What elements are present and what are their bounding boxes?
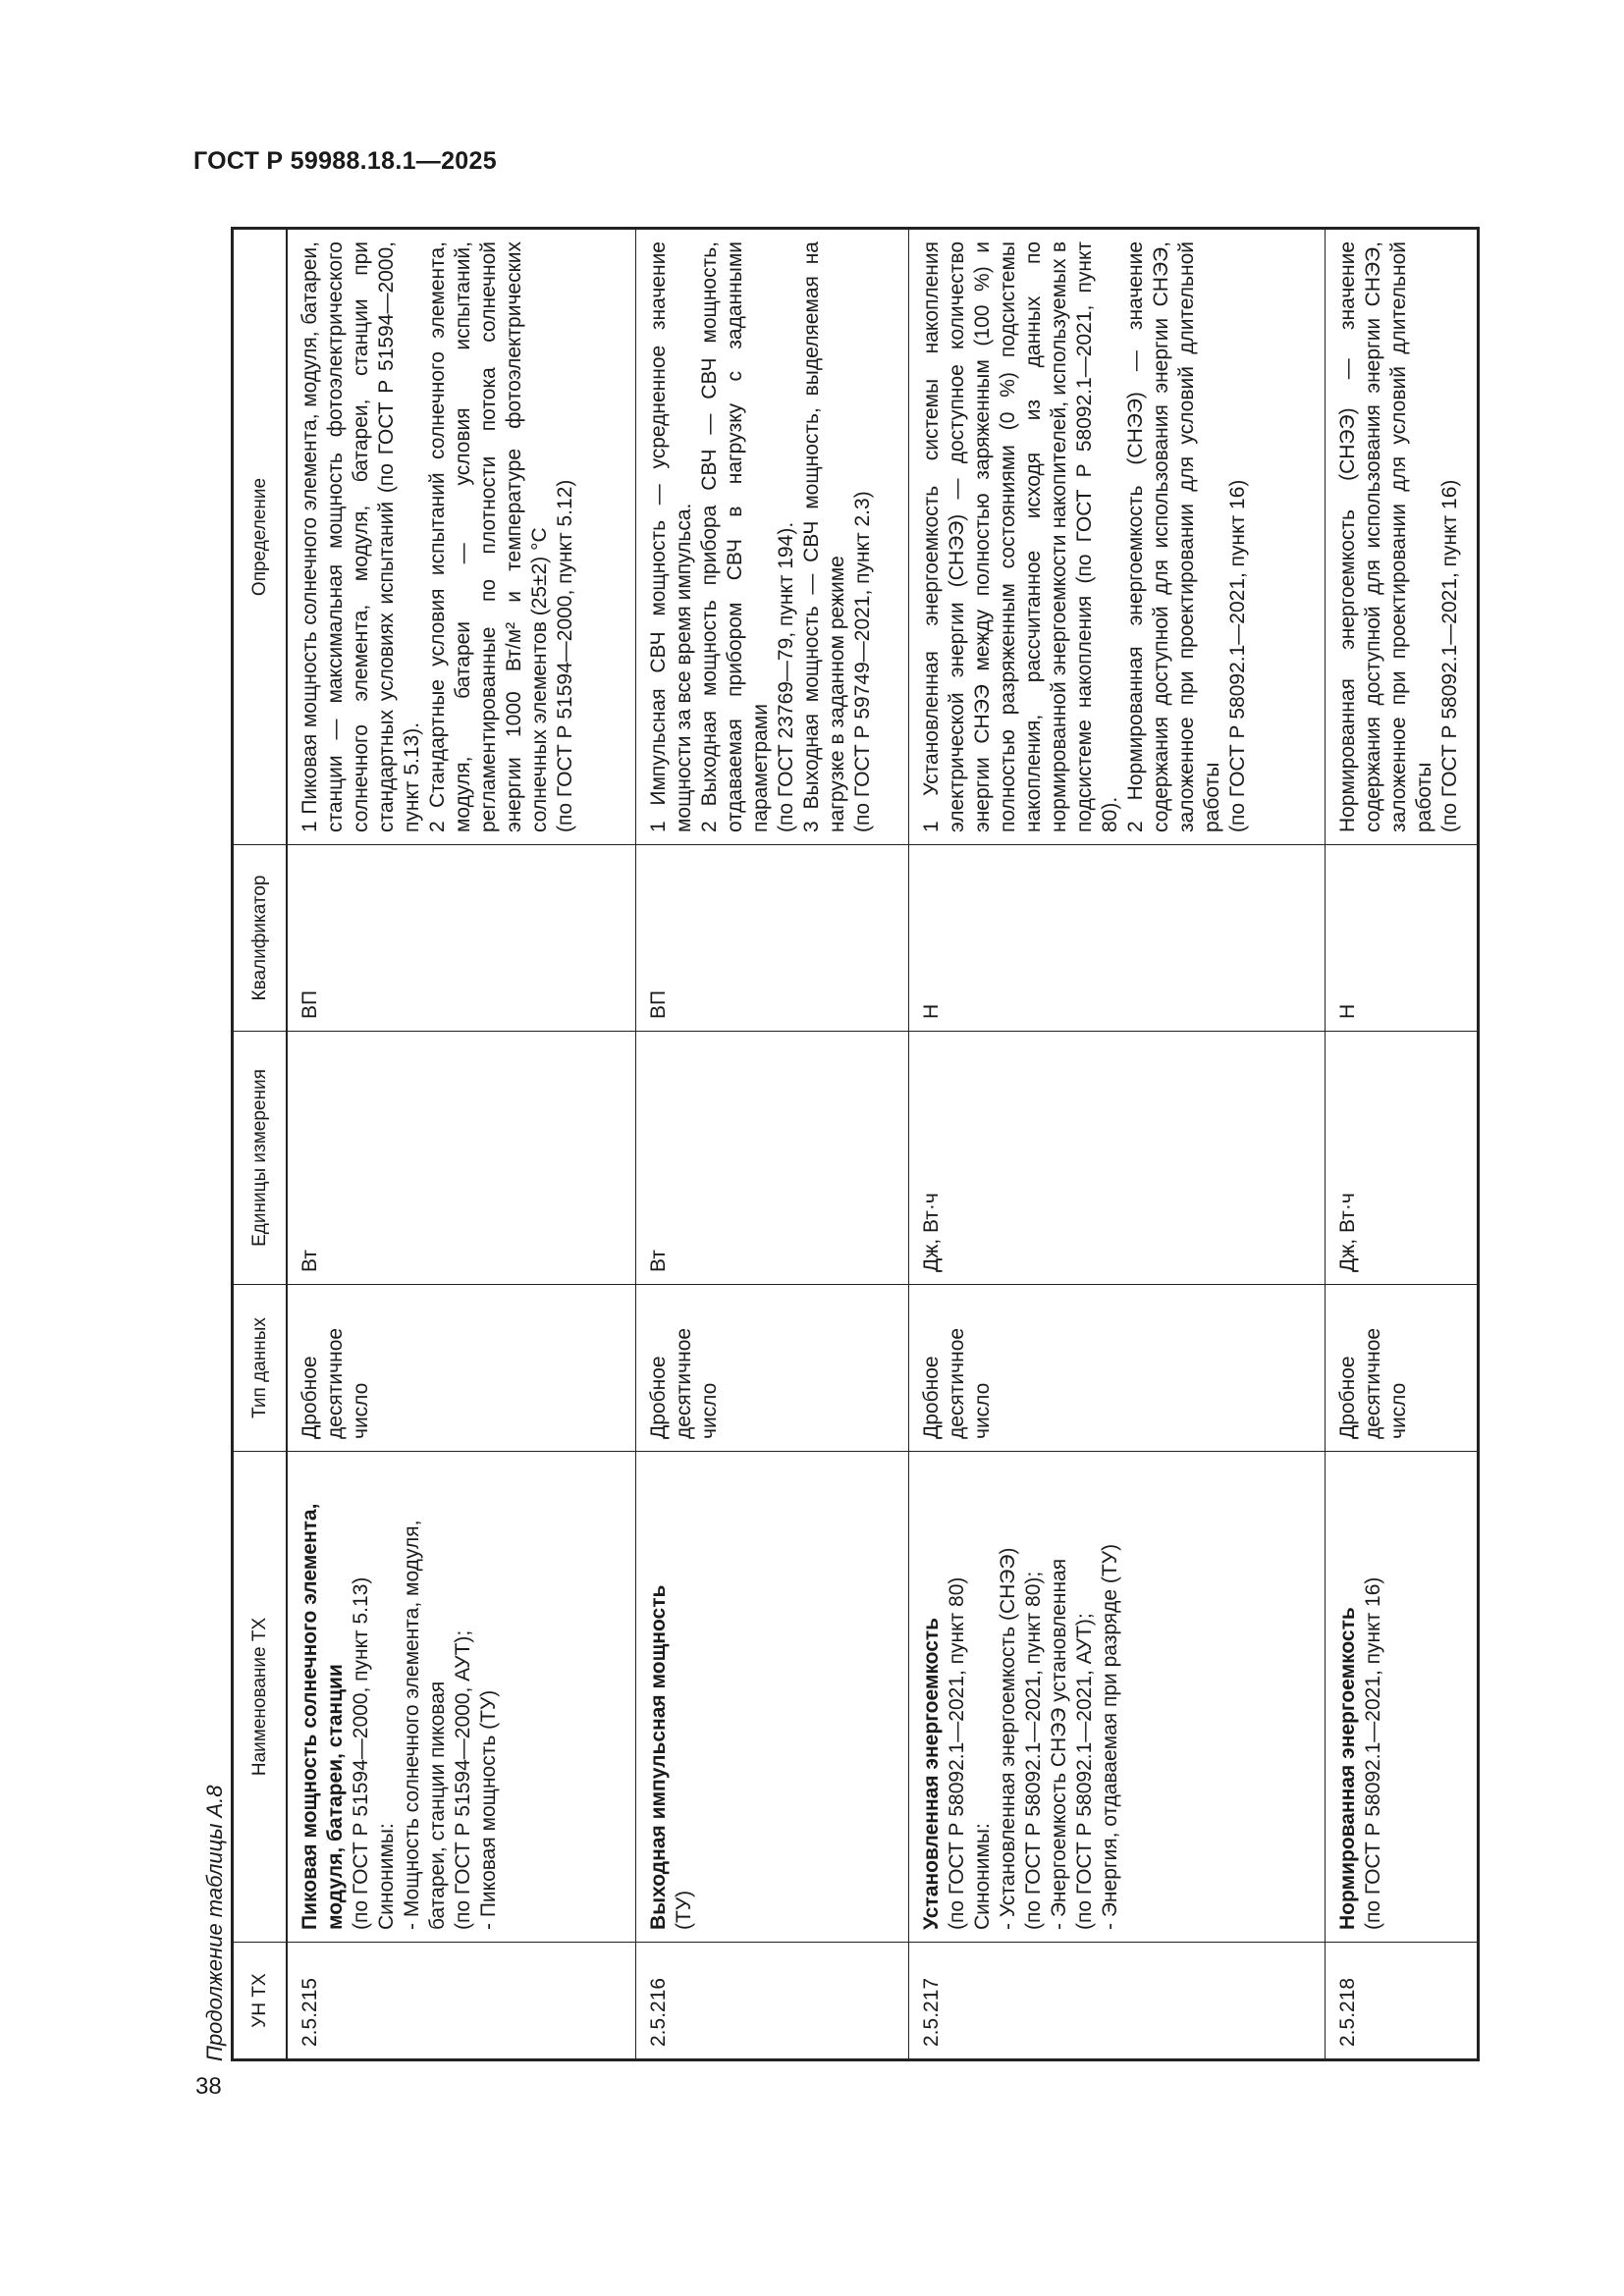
cell-name — [909, 1452, 1325, 1943]
table-row — [287, 229, 636, 2060]
definition-paragraph: (по ГОСТ Р 58092.1—2021, пункт 16) — [1226, 479, 1250, 832]
definition-paragraph: 2 Стандартные условия испытаний солнечного элемента, модуля, батареи — условия испытаний, регламентированные по плотности потока солнечной энергии 1000 Вт/м² и температуре фотоэлектрических солнечных элементов (25±2) °С — [426, 241, 552, 832]
definition-paragraph: 1 Импульсная СВЧ мощность — усредненное значение мощности за все время импульса. — [647, 241, 696, 832]
term-name-detail: - Пиковая мощность (ТУ) — [477, 1689, 501, 1930]
cell-id: 2.5.218 — [1325, 1943, 1478, 2060]
cell-id: 2.5.215 — [287, 1943, 636, 2060]
term-name-detail: - Установленная энергоемкость (СНЭЭ) — [997, 1547, 1020, 1930]
cell-type: Дробное десятичное число — [636, 1285, 909, 1452]
column-header-id: УН ТХ — [233, 1943, 288, 2060]
term-name-detail: (по ГОСТ Р 58092.1—2021, пункт 16) — [1361, 1576, 1384, 1930]
cell-type: Дробное десятичное число — [909, 1285, 1325, 1452]
definition-paragraph: (по ГОСТ Р 58092.1—2021, пункт 16) — [1437, 479, 1461, 832]
term-name-detail: (по ГОСТ Р 58092.1—2021, пункт 80); — [1022, 1571, 1046, 1930]
cell-units: Дж, Вт·ч — [1325, 1032, 1478, 1285]
definition-paragraph: 3 Выходная мощность — СВЧ мощность, выделяемая на нагрузке в заданном режиме — [800, 241, 849, 832]
definition-paragraph: 2 Нормированная энергоемкость (СНЭЭ) — значение содержания доступной для использования энергии СНЭЭ, заложенное при проектировании для условий длительной работы — [1124, 241, 1224, 832]
cell-type: Дробное десятичное число — [1325, 1285, 1478, 1452]
cell-id: 2.5.217 — [909, 1943, 1325, 2060]
table-header-row — [233, 229, 288, 2060]
term-name: Установленная энергоемкость — [920, 1617, 944, 1930]
cell-qualifier: ВП — [287, 845, 636, 1032]
column-header-units: Единицы измерения — [233, 1032, 288, 1285]
definition-paragraph: (по ГОСТ 23769—79, пункт 194). — [775, 521, 798, 832]
cell-units: Дж, Вт·ч — [909, 1032, 1325, 1285]
term-name-detail: Синонимы: — [971, 1823, 995, 1930]
term-name-detail: - Энергоемкость СНЭЭ установленная — [1048, 1558, 1071, 1930]
cell-name — [636, 1452, 909, 1943]
term-name-detail: - Мощность солнечного элемента, модуля, батареи, станции пиковая — [401, 1520, 450, 1930]
term-name-detail: Синонимы: — [375, 1823, 399, 1930]
cell-definition — [1325, 229, 1478, 845]
cell-type: Дробное десятичное число — [287, 1285, 636, 1452]
definition-paragraph: (по ГОСТ Р 59749—2021, пункт 2.3) — [851, 491, 875, 832]
terms-table — [231, 227, 1480, 2061]
cell-units: Вт — [287, 1032, 636, 1285]
column-header-type: Тип данных — [233, 1285, 288, 1452]
cell-definition — [909, 229, 1325, 845]
document-code: ГОСТ Р 59988.18.1—2025 — [193, 147, 497, 175]
cell-id: 2.5.216 — [636, 1943, 909, 2060]
page-number: 38 — [195, 2073, 222, 2100]
cell-qualifier: Н — [909, 845, 1325, 1032]
table-row — [1325, 229, 1478, 2060]
table-row — [636, 229, 909, 2060]
table-row — [909, 229, 1325, 2060]
table-caption: Продолжение таблицы А.8 — [202, 1785, 227, 2061]
term-name-detail: - Энергия, отдаваемая при разряде (ТУ) — [1099, 1543, 1122, 1930]
definition-paragraph: 1 Пиковая мощность солнечного элемента, модуля, батареи, станции — максимальная мощность фотоэлектрического солнечного элемента, модуля, батареи, станции при стандартных условиях испытаний (по ГОСТ Р 51594—2000, пункт 5.13). — [298, 241, 424, 832]
term-name-detail: (ТУ) — [673, 1890, 696, 1930]
cell-name — [287, 1452, 636, 1943]
column-header-definition: Определение — [233, 229, 288, 845]
term-name: Пиковая мощность солнечного элемента, модуля, батареи, станции — [298, 1503, 348, 1930]
column-header-qualifier: Квалификатор — [233, 845, 288, 1032]
cell-qualifier: ВП — [636, 845, 909, 1032]
cell-qualifier: Н — [1325, 845, 1478, 1032]
definition-paragraph: 2 Выходная мощность прибора СВЧ — СВЧ мощность, отдаваемая прибором СВЧ в нагрузку с заданными параметрами — [698, 241, 773, 832]
term-name-detail: (по ГОСТ Р 51594—2000, АУТ); — [452, 1629, 475, 1930]
definition-paragraph: Нормированная энергоемкость (СНЭЭ) — значение содержания доступной для использования энергии СНЭЭ, заложенное при проектировании для условий длительной работы — [1335, 241, 1435, 832]
term-name-detail: (по ГОСТ Р 58092.1—2021, пункт 80) — [946, 1576, 969, 1930]
definition-paragraph: 1 Установленная энергоемкость системы накопления электрической энергии (СНЭЭ) — доступное количество энергии СНЭЭ между полностью заряженным (100 %) и полностью разряженным состояниями (0 %) подсистемы накопления, рассчитанное исходя из данных по нормированной энергоемкости накопителей, используемых в подсистеме накопления (по ГОСТ Р 58092.1—2021, пункт 80). — [920, 241, 1122, 832]
cell-name — [1325, 1452, 1478, 1943]
term-name: Нормированная энергоемкость — [1335, 1607, 1359, 1930]
rotated-table-container — [231, 230, 1480, 2061]
table-body — [287, 229, 1478, 2060]
cell-definition — [287, 229, 636, 845]
term-name-detail: (по ГОСТ Р 58092.1—2021, АУТ); — [1073, 1613, 1097, 1930]
column-header-name: Наименование ТХ — [233, 1452, 288, 1943]
term-name-detail: (по ГОСТ Р 51594—2000, пункт 5.13) — [350, 1576, 373, 1930]
definition-paragraph: (по ГОСТ Р 51594—2000, пункт 5.12) — [554, 479, 577, 832]
term-name: Выходная импульсная мощность — [647, 1584, 671, 1930]
cell-definition — [636, 229, 909, 845]
cell-units: Вт — [636, 1032, 909, 1285]
